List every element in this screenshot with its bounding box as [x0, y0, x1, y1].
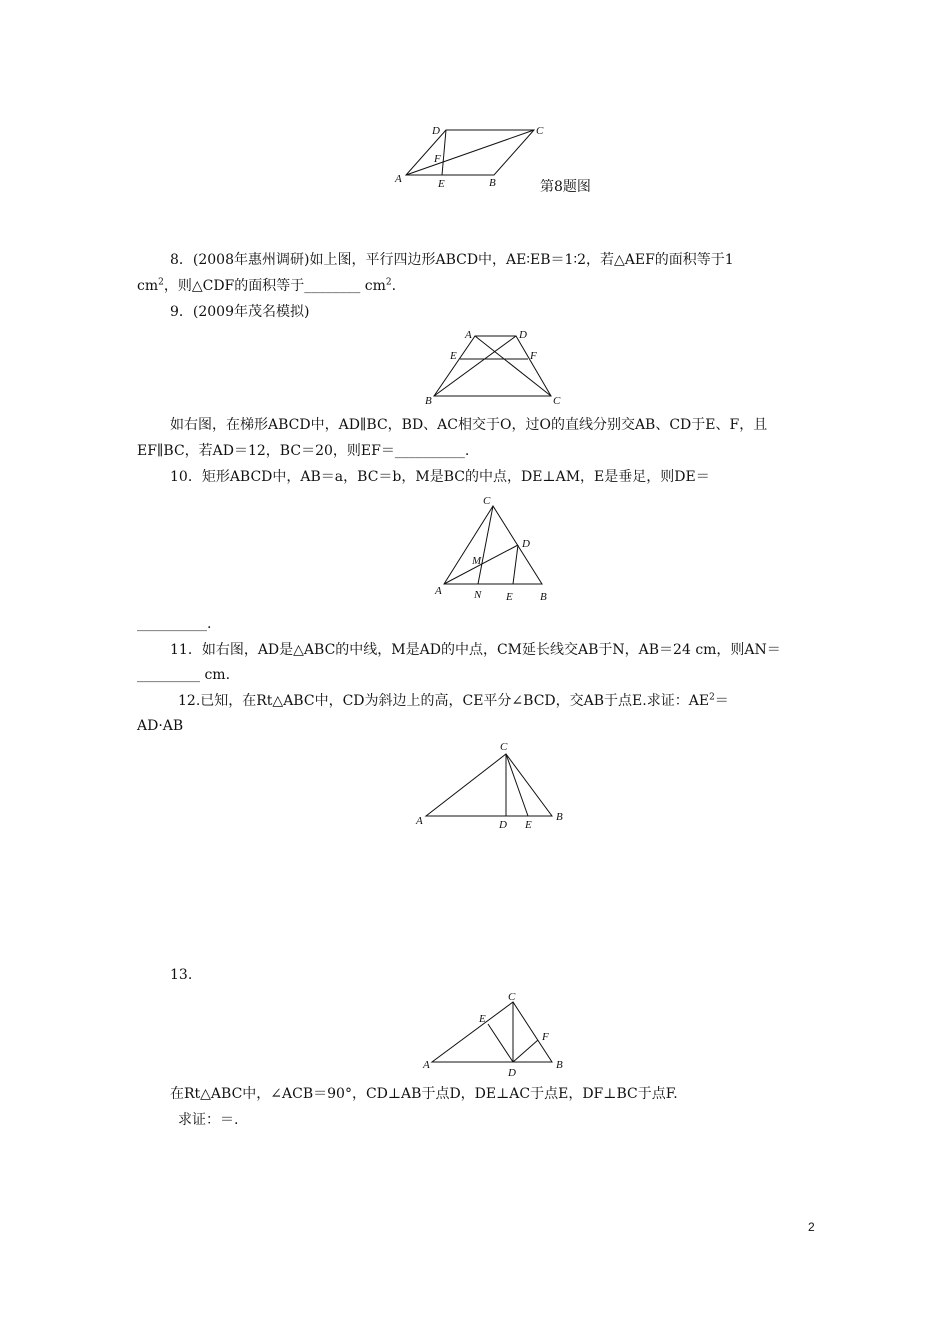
label-d: D: [432, 125, 440, 137]
q9-line-1: 如右图，在梯形ABCD中，AD∥BC，BD、AC相交于O，过O的直线分别交AB、CD于E、F，且: [170, 417, 768, 433]
label-d: D: [508, 1067, 516, 1079]
trapezoid-abcd: [434, 336, 551, 396]
label-a: A: [435, 585, 442, 597]
label-a: A: [423, 1059, 430, 1071]
label-a: A: [465, 329, 472, 341]
label-e: E: [438, 178, 445, 190]
q13-line-1: 在Rt△ABC中，∠ACB＝90°，CD⊥AB于点D，DE⊥AC于点E，DF⊥BC于点F.: [170, 1086, 678, 1102]
segment-bd: [434, 336, 516, 396]
figure-8-caption: 第8题图: [540, 179, 591, 195]
q8-sup: 2: [158, 277, 164, 288]
q12-equals: ＝: [714, 693, 729, 709]
q12-line-2: AD·AB: [137, 718, 184, 734]
label-b: B: [556, 811, 563, 823]
q13-number: 13.: [170, 967, 193, 983]
q10-line-1: 10．矩形ABCD中，AB＝a，BC＝b，M是BC的中点，DE⊥AM，E是垂足，则DE＝: [170, 469, 710, 485]
label-d: D: [522, 538, 530, 550]
label-c: C: [553, 395, 561, 407]
label-n: N: [474, 589, 482, 601]
label-e: E: [506, 591, 513, 603]
triangle-abc: [432, 1002, 552, 1062]
segment-df: [513, 1040, 538, 1062]
q8-sup-2: 2: [385, 277, 392, 288]
q8-line-1: 8．(2008年惠州调研)如上图，平行四边形ABCD中，AE∶EB＝1∶2，若△AEF的面积等于1: [170, 252, 734, 268]
segment-de: [513, 545, 518, 584]
label-b: B: [425, 395, 432, 407]
q8-unit: cm: [137, 278, 159, 294]
segment-de: [442, 130, 446, 175]
label-d: D: [519, 329, 527, 341]
segment-ce: [506, 754, 528, 816]
label-b: B: [489, 177, 496, 189]
q9-line-2: EF∥BC，若AD＝12，BC＝20，则EF＝__________.: [137, 443, 470, 459]
figure-9-trapezoid: [420, 326, 570, 406]
label-c: C: [500, 741, 508, 753]
q11-line-2: _________ cm.: [137, 667, 231, 683]
segment-de: [488, 1024, 513, 1062]
q8-end: .: [391, 278, 397, 294]
label-f: F: [530, 350, 537, 362]
page-number: 2: [808, 1220, 815, 1234]
label-a: A: [416, 815, 423, 827]
segment-ac: [406, 130, 534, 175]
label-b: B: [556, 1059, 563, 1071]
label-c: C: [508, 991, 516, 1003]
label-e: E: [479, 1013, 486, 1025]
label-m: M: [472, 555, 482, 567]
triangle-abc: [426, 754, 552, 816]
label-b: B: [540, 591, 547, 603]
q9-title: 9．(2009年茂名模拟): [170, 304, 310, 320]
q10-answer-line: __________.: [137, 616, 212, 632]
label-f: F: [542, 1031, 549, 1043]
label-e: E: [450, 350, 457, 362]
label-a: A: [395, 173, 402, 185]
label-d: D: [499, 819, 507, 831]
figure-11-triangle: [430, 492, 560, 607]
q12-statement: 12.已知，在Rt△ABC中，CD为斜边上的高，CE平分∠BCD，交AB于点E.求证：AE: [178, 693, 710, 709]
q12-sup: 2: [709, 692, 715, 703]
figure-13-right-triangle: [418, 988, 578, 1078]
segment-ac: [475, 336, 551, 396]
q12-line-1: [178, 691, 729, 711]
figure-12-right-triangle: [410, 738, 580, 833]
q8-line-2: [137, 276, 396, 296]
label-f: F: [434, 153, 441, 165]
q8-question: ，则△CDF的面积等于________ cm: [163, 278, 386, 294]
q11-line-1: 11．如右图，AD是△ABC的中线，M是AD的中点，CM延长线交AB于N，AB＝24 cm，则AN＝: [170, 642, 781, 658]
q13-line-2: 求证：＝.: [178, 1112, 239, 1128]
label-e: E: [525, 819, 532, 831]
label-c: C: [483, 495, 491, 507]
label-c: C: [536, 125, 544, 137]
figure-8-parallelogram: [390, 120, 550, 195]
